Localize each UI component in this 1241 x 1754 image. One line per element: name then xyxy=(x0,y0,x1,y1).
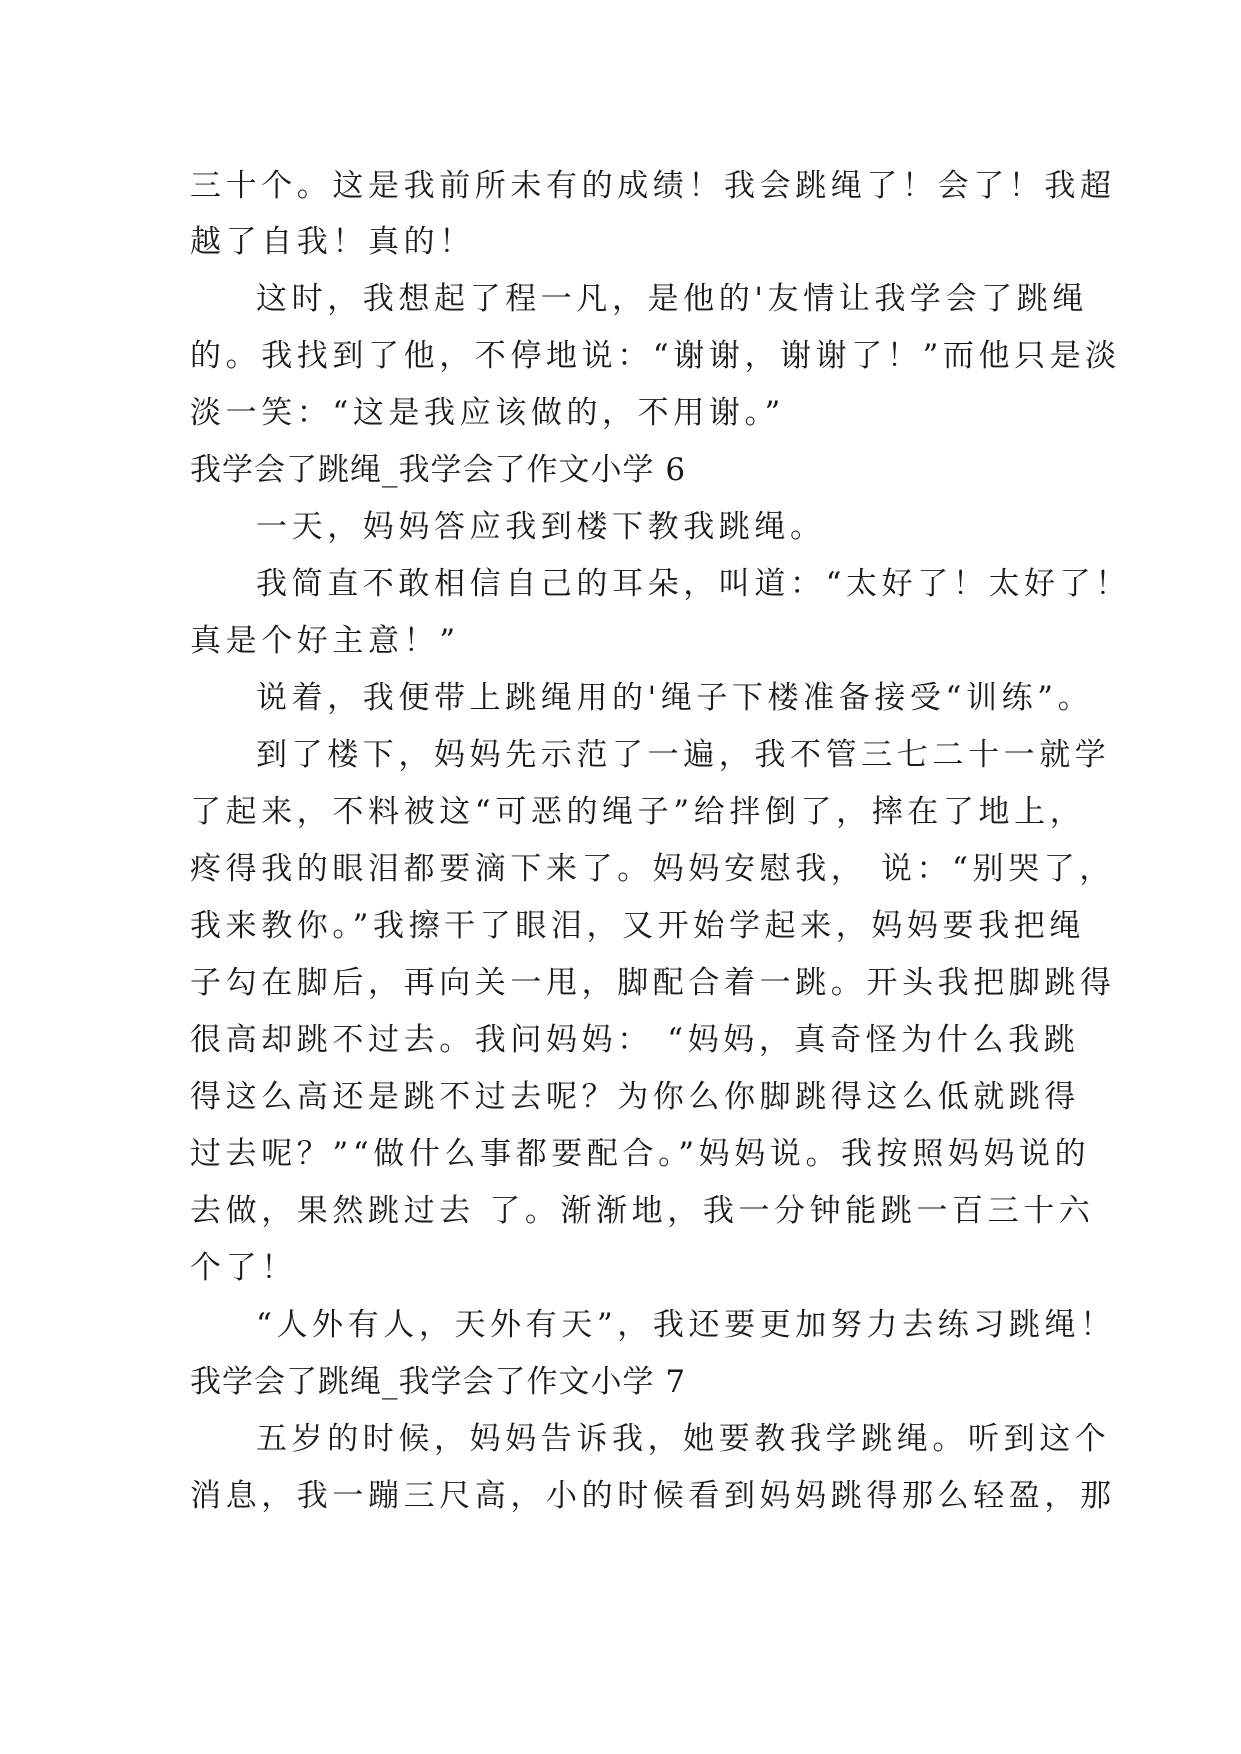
text-line: 得这么高还是跳不过去呢？为你么你脚跳得这么低就跳得 xyxy=(190,1079,1080,1115)
text-line: 我来教你。”我擦干了眼泪，又开始学起来，妈妈要我把绳 xyxy=(190,908,1085,944)
text-line: 子勾在脚后，再向关一甩，脚配合着一跳。开头我把脚跳得 xyxy=(190,965,1116,1001)
paragraph-first-line: 这时，我想起了程一凡，是他的'友情让我学会了跳绳 xyxy=(256,281,1088,317)
section-heading: 我学会了跳绳_我学会了作文小学 6 xyxy=(190,452,687,488)
paragraph-first-line: 到了楼下，妈妈先示范了一遍，我不管三七二十一就学 xyxy=(256,737,1111,773)
text-line: 三十个。这是我前所未有的成绩！我会跳绳了！会了！我超 xyxy=(190,168,1116,204)
text-line: 疼得我的眼泪都要滴下来了。妈妈安慰我， 说：“别哭了， xyxy=(190,851,1115,887)
text-line: 去做，果然跳过去 了。渐渐地，我一分钟能跳一百三十六 xyxy=(190,1193,1095,1229)
paragraph-first-line: 我简直不敢相信自己的耳朵，叫道：“太好了！太好了！ xyxy=(256,566,1131,602)
text-line: 真是个好主意！” xyxy=(190,623,460,659)
text-line: 了起来，不料被这“可恶的绳子”给拌倒了，摔在了地上， xyxy=(190,794,1086,830)
paragraph-first-line: 一天，妈妈答应我到楼下教我跳绳。 xyxy=(256,509,826,545)
paragraph-first-line: “人外有人，天外有天”，我还要更加努力去练习跳绳！ xyxy=(256,1307,1116,1343)
text-line: 越了自我！真的！ xyxy=(190,224,475,260)
text-line: 淡一笑：“这是我应该做的，不用谢。” xyxy=(190,395,785,431)
text-line: 消息，我一蹦三尺高，小的时候看到妈妈跳得那么轻盈，那 xyxy=(190,1478,1116,1514)
text-line: 很高却跳不过去。我问妈妈： “妈妈，真奇怪为什么我跳 xyxy=(190,1022,1080,1058)
paragraph-first-line: 五岁的时候，妈妈告诉我，她要教我学跳绳。听到这个 xyxy=(256,1421,1111,1457)
section-heading: 我学会了跳绳_我学会了作文小学 7 xyxy=(190,1364,687,1400)
paragraph-first-line: 说着，我便带上跳绳用的'绳子下楼准备接受“训练”。 xyxy=(256,680,1094,716)
text-line: 的。我找到了他，不停地说：“谢谢，谢谢了！”而他只是淡 xyxy=(190,338,1121,374)
text-line: 过去呢？”“做什么事都要配合。”妈妈说。我按照妈妈说的 xyxy=(190,1136,1091,1172)
text-line: 个了！ xyxy=(190,1250,297,1286)
